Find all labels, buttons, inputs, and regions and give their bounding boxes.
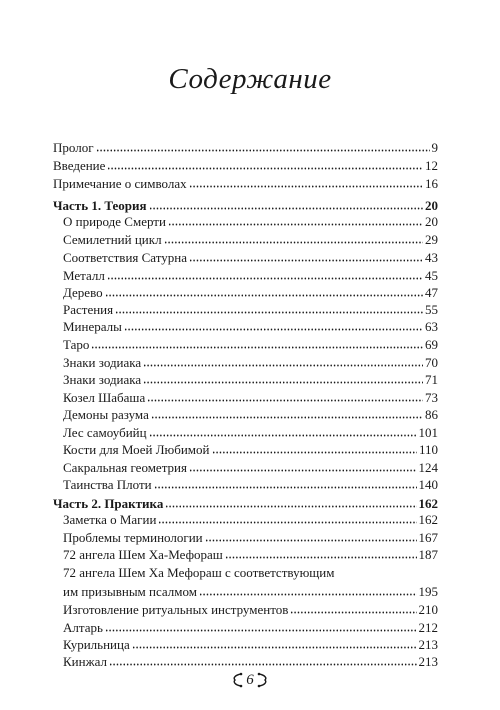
toc-entry-label: Кинжал [63, 654, 107, 669]
toc-entry-page: 43 [425, 250, 438, 265]
dot-leader [132, 639, 417, 649]
right-ornament-icon [257, 672, 271, 688]
toc-entry-label: О природе Смерти [63, 214, 166, 229]
toc-entry-page: 20 [425, 198, 438, 213]
toc-entry [63, 477, 438, 493]
toc-entry [63, 268, 438, 284]
toc-entry-page: 162 [418, 512, 438, 527]
toc-entry [63, 602, 438, 618]
toc-entry-page: 70 [425, 355, 438, 370]
toc-entry-page: 69 [425, 337, 438, 352]
toc-entry-label: Соответствия Сатурна [63, 250, 187, 265]
dot-leader [143, 374, 423, 384]
toc-entry [63, 547, 438, 563]
toc-entry [63, 355, 438, 371]
toc-entry-label: Заметка о Магии [63, 512, 157, 527]
toc-entry-label: им призывным псалмом [63, 584, 197, 599]
toc-entry-label: Пролог [53, 140, 94, 155]
toc-entry-page: 86 [425, 407, 438, 422]
dot-leader [158, 514, 416, 524]
dot-leader [107, 160, 423, 170]
toc-entry-label: Проблемы терминологии [63, 530, 203, 545]
toc-entry-label: Часть 2. Практика [53, 496, 164, 511]
dot-leader [154, 479, 417, 489]
dot-leader [290, 604, 416, 614]
toc-entry-page: 195 [418, 584, 438, 599]
dot-leader [189, 178, 423, 188]
toc-entry-label: Минералы [63, 319, 122, 334]
dot-leader [105, 622, 417, 632]
toc-entry [63, 425, 438, 441]
toc-entry-page: 213 [418, 637, 438, 652]
dot-leader [164, 234, 423, 244]
toc-entry-label: Знаки зодиака [63, 355, 142, 370]
toc-entry-label: Часть 1. Теория [53, 198, 147, 213]
toc-entry [63, 214, 438, 230]
toc-entry-page: 110 [418, 442, 438, 457]
toc-entry-label: Изготовление ритуальных инструментов [63, 602, 289, 617]
dot-leader [189, 462, 417, 472]
dot-leader [165, 498, 416, 508]
toc-entry-page: 12 [425, 158, 438, 173]
toc-entry [63, 442, 438, 458]
toc-entry [63, 512, 438, 528]
toc-entry-page: 162 [418, 496, 438, 511]
toc-entry-label: Алтарь [63, 620, 103, 635]
toc-entry-page: 16 [425, 176, 438, 191]
toc-entry-label: Введение [53, 158, 106, 173]
toc-entry-page: 71 [425, 372, 438, 387]
dot-leader [115, 304, 423, 314]
dot-leader [189, 252, 423, 262]
toc-entry [63, 285, 438, 301]
toc-entry [63, 565, 438, 581]
toc-entry-label: 72 ангела Шем Ха-Мефораш [63, 547, 223, 562]
toc-entry [63, 250, 438, 266]
toc-entry-label: Знаки зодиака [63, 372, 142, 387]
toc-entry-label: Таро [63, 337, 90, 352]
toc-entry-label: Примечание о символах [53, 176, 187, 191]
dot-leader [199, 586, 417, 596]
page-title: Содержание [168, 63, 332, 95]
toc-entry [63, 637, 438, 653]
toc-entry [63, 319, 438, 335]
toc-entry [63, 372, 438, 388]
dot-leader [143, 357, 423, 367]
toc-entry-label: Таинства Плоти [63, 477, 152, 492]
toc-entry-page: 55 [425, 302, 438, 317]
toc-entry-page: 20 [425, 214, 438, 229]
toc-entry-page: 167 [418, 530, 438, 545]
left-ornament-icon [229, 672, 243, 688]
dot-leader [225, 549, 417, 559]
toc-entry-label: Демоны разума [63, 407, 149, 422]
toc-entry [63, 302, 438, 318]
toc-entry-label: Семилетний цикл [63, 232, 162, 247]
toc-entry-label: Металл [63, 268, 105, 283]
toc-entry-page: 140 [418, 477, 438, 492]
dot-leader [109, 656, 417, 666]
toc-entry-label: Растения [63, 302, 114, 317]
toc-entry-label: Сакральная геометрия [63, 460, 187, 475]
toc-entry-page: 212 [418, 620, 438, 635]
toc-entry-page: 101 [418, 425, 438, 440]
toc-entry [53, 140, 438, 156]
toc-entry-label: Кости для Моей Любимой [63, 442, 210, 457]
toc-entry-label: Дерево [63, 285, 103, 300]
dot-leader [168, 216, 423, 226]
toc-entry-page: 9 [431, 140, 438, 155]
toc-entry [53, 176, 438, 192]
toc-entry [63, 337, 438, 353]
toc-entry [63, 407, 438, 423]
toc-entry [63, 232, 438, 248]
toc-entry-label: 72 ангела Шем Ха Мефораш с соответствующим [63, 565, 335, 580]
toc-entry [63, 460, 438, 476]
toc-entry-page: 124 [418, 460, 438, 475]
dot-leader [107, 270, 423, 280]
dot-leader [205, 532, 417, 542]
dot-leader [149, 427, 417, 437]
page-number-footer [0, 670, 500, 690]
toc-entry-page: 187 [418, 547, 438, 562]
toc-entry-label: Козел Шабаша [63, 390, 146, 405]
toc-entry [63, 584, 438, 600]
toc-entry-page: 63 [425, 319, 438, 334]
toc-entry [63, 620, 438, 636]
dot-leader [151, 409, 423, 419]
dot-leader [147, 392, 423, 402]
toc-entry [63, 530, 438, 546]
toc-entry-page: 210 [418, 602, 438, 617]
toc-entry-page: 213 [418, 654, 438, 669]
dot-leader [212, 444, 417, 454]
toc-entry [53, 198, 438, 214]
toc-entry-page: 29 [425, 232, 438, 247]
dot-leader [105, 287, 423, 297]
toc-entry-page: 45 [425, 268, 438, 283]
toc-entry-label: Лес самоубийц [63, 425, 147, 440]
toc-entry-page: 47 [425, 285, 438, 300]
dot-leader [124, 321, 423, 331]
toc-entry-label: Курильница [63, 637, 130, 652]
page-number: 6 [246, 672, 254, 688]
toc-entry [63, 654, 438, 670]
dot-leader [91, 339, 423, 349]
toc-entry-page: 73 [425, 390, 438, 405]
toc-entry [53, 158, 438, 174]
toc-entry [63, 390, 438, 406]
dot-leader [96, 142, 430, 152]
toc-entry [53, 496, 438, 512]
dot-leader [149, 200, 423, 210]
